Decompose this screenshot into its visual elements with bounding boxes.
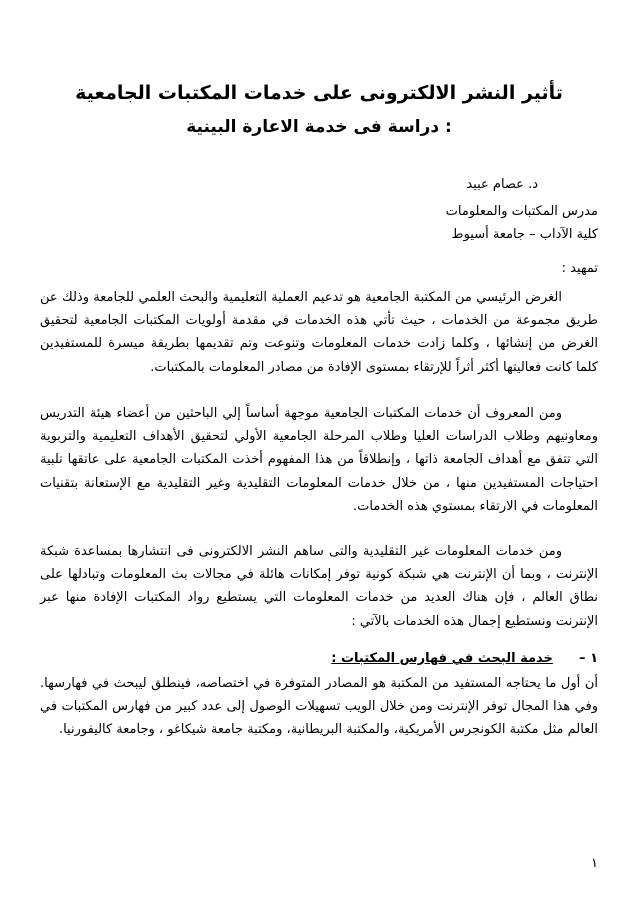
paragraph-text: ومن خدمات المعلومات غير التقليدية والتى ساهم النشر الالكترونى فى انتشارها بمساعدة شبكة الإنترنت ، وبما أن الإنترنت هي شبكة كونية توفر إمكانات هائلة في مجالات بث المعلومات وتبادلها على نطاق العالم ، فإن هناك العديد من خدمات المعلومات التي يستطيع رواد المكتبات الإفادة منها عبر الإنترنت ونستطيع إجمال هذه الخدمات بالآتي :	[40, 544, 598, 629]
section-label: خدمة البحث في فهارس المكتبات :	[331, 651, 553, 666]
document-title: تأثير النشر الالكترونى على خدمات المكتبات الجامعية	[75, 82, 563, 104]
paragraph-purpose	[40, 286, 598, 379]
paragraph-catalog-search	[40, 672, 598, 742]
paragraph-text: ومن المعروف أن خدمات المكتبات الجامعية موجهة أساساً إلي الباحثين من أعضاء هيئة التدريس ومعاونيهم وطلاب الدراسات العليا وطلاب المرحلة الجامعية الأولي لتحقيق الأهداف التعليمية والتربوية التي تتفق مع أهداف الجامعة ذاتها ، وإنطلاقاً من هذا المفهوم أخذت المكتبات الجامعية على عاتقها تلبية احتياجات المستفيدين منها ، من خلال خدمات المعلومات التقليدية وغير التقليدية مع الإستعانة بتقنيات المعلومات في الارتقاء بمستوي هذه الخدمات.	[40, 406, 598, 514]
paragraph-text: أن أول ما يحتاجه المستفيد من المكتبة هو المصادر المتوفرة في اختصاصه، فينطلق ليبحث في فهارسها. وفي هذا المجال توفر الإنترنت ومن خلال الويب تسهيلات الوصول إلى عدد كبير من فهارس المكتبات في العالم مثل مكتبة الكونجرس الأمريكية، والمكتبة البريطانية، ومكتبة جامعة شيكاغو ، وجامعة كاليفورنيا.	[40, 676, 598, 738]
author-name: د. عصام عبيد	[466, 177, 538, 192]
page-number: ١	[591, 856, 598, 871]
paragraph-text: الغرض الرئيسي من المكتبة الجامعية هو تدعيم العملية التعليمية والبحث العلمي للجامعة وذلك عن طريق مجموعة من الخدمات ، حيث تأتي هذه الخدمات في مقدمة أولويات المكتبات الجامعية لتحقيق الغرض من إنشائها ، وكلما زادت خدمات المعلومات وتنوعت وتم تقديمها بطريقة ميسرة للمستفيدين كلما كانت فعاليتها أكثر أثراً للإرتقاء بمستوى الإفادة من مصادر المعلومات بالمكتبات.	[40, 290, 598, 375]
paragraph-beneficiaries	[40, 402, 598, 518]
document-subtitle: : دراسة فى خدمة الاعارة البينية	[186, 117, 452, 137]
paragraph-nontraditional-services	[40, 540, 598, 633]
section-number: ١ –	[579, 651, 598, 666]
author-affiliation: كلية الآداب – جامعة أسيوط	[451, 227, 598, 242]
author-role: مدرس المكتبات والمعلومات	[445, 204, 598, 219]
section-heading-catalog-search	[331, 650, 598, 668]
intro-heading: تمهيد :	[561, 261, 598, 276]
